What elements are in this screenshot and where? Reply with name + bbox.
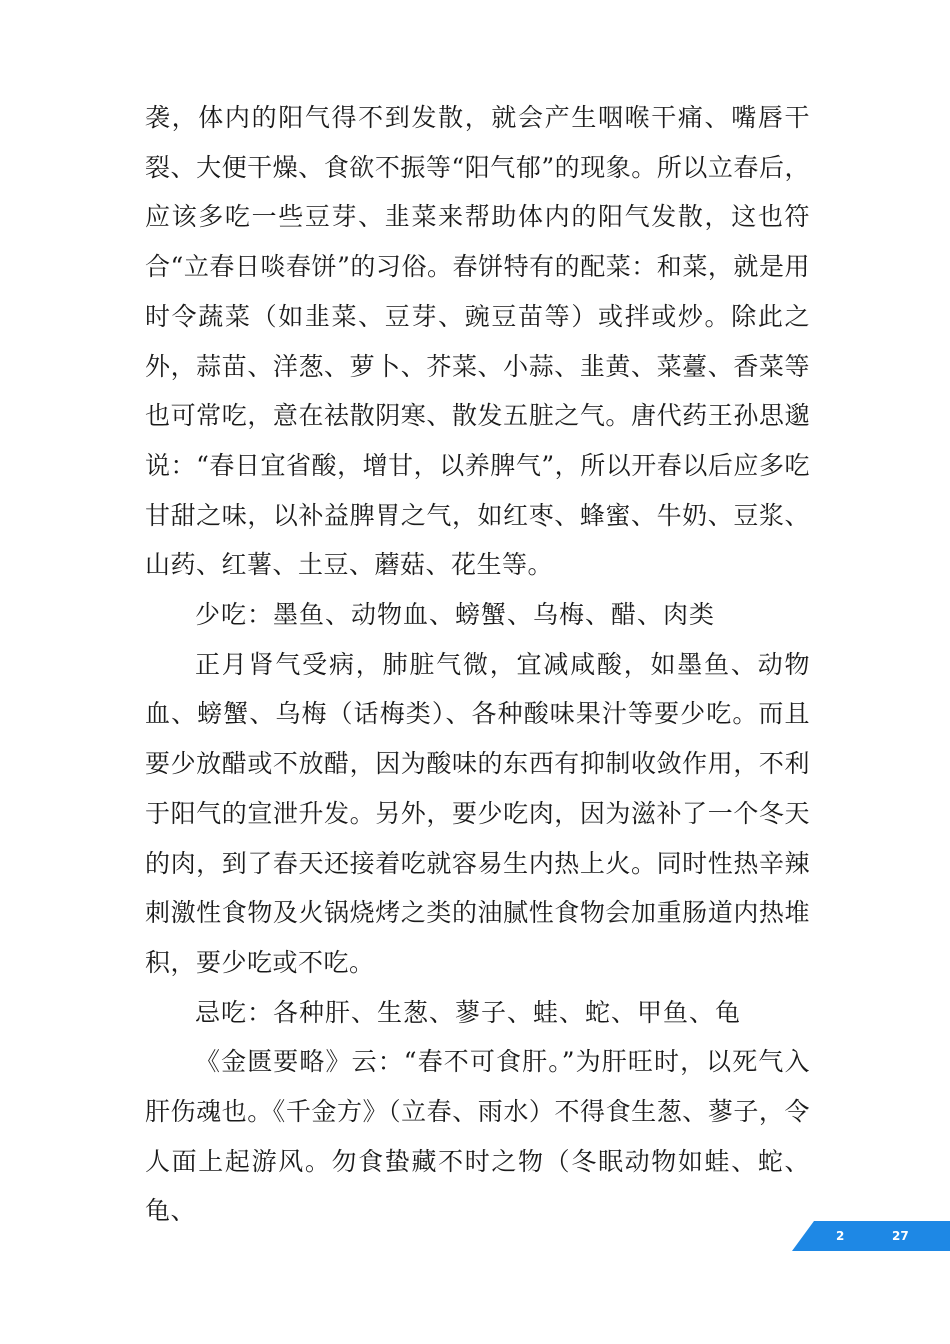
section-heading-avoid: 忌吃：各种肝、生葱、蓼子、蛙、蛇、甲鱼、龟 <box>195 997 742 1027</box>
total-page-count: 27 <box>892 1229 909 1243</box>
current-page-number: 2 <box>836 1229 845 1243</box>
document-body <box>145 93 810 1236</box>
page-number-tab <box>792 1221 950 1251</box>
body-paragraph: 袭，体内的阳气得不到发散，就会产生咽喉干痛、嘴唇干裂、大便干燥、食欲不振等“阳气郁”的现象。所以立春后，应该多吃一些豆芽、韭菜来帮助体内的阳气发散，这也符合“立春日啖春饼”的习俗。春饼特有的配菜：和菜，就是用时令蔬菜（如韭菜、豆芽、豌豆苗等）或拌或炒。除此之外，蒜苗、洋葱、萝卜、芥菜、小蒜、韭黄、菜薹、香菜等也可常吃，意在祛散阴寒、散发五脏之气。唐代药王孙思邈说：“春日宜省酸，增甘，以养脾气”，所以开春以后应多吃甘甜之味，以补益脾胃之气，如红枣、蜂蜜、牛奶、豆浆、山药、红薯、土豆、蘑菇、花生等。 <box>145 103 810 580</box>
body-paragraph: 正月肾气受病，肺脏气微，宜减咸酸，如墨鱼、动物血、螃蟹、乌梅（话梅类）、各种酸味果汁等要少吃。而且要少放醋或不放醋，因为酸味的东西有抑制收敛作用，不利于阳气的宣泄升发。另外，要少吃肉，因为滋补了一个冬天的肉，到了春天还接着吃就容易生内热上火。同时性热辛辣刺激性食物及火锅烧烤之类的油腻性食物会加重肠道内热堆积，要少吃或不吃。 <box>145 649 810 977</box>
section-heading-eat-less: 少吃：墨鱼、动物血、螃蟹、乌梅、醋、肉类 <box>195 600 716 630</box>
body-paragraph: 《金匮要略》云：“春不可食肝。”为肝旺时，以死气入肝伤魂也。《千金方》（立春、雨水）不得食生葱、蓼子，令人面上起游风。勿食蛰藏不时之物（冬眠动物如蛙、蛇、龟、 <box>145 1047 810 1226</box>
page-number-footer <box>792 1221 950 1251</box>
